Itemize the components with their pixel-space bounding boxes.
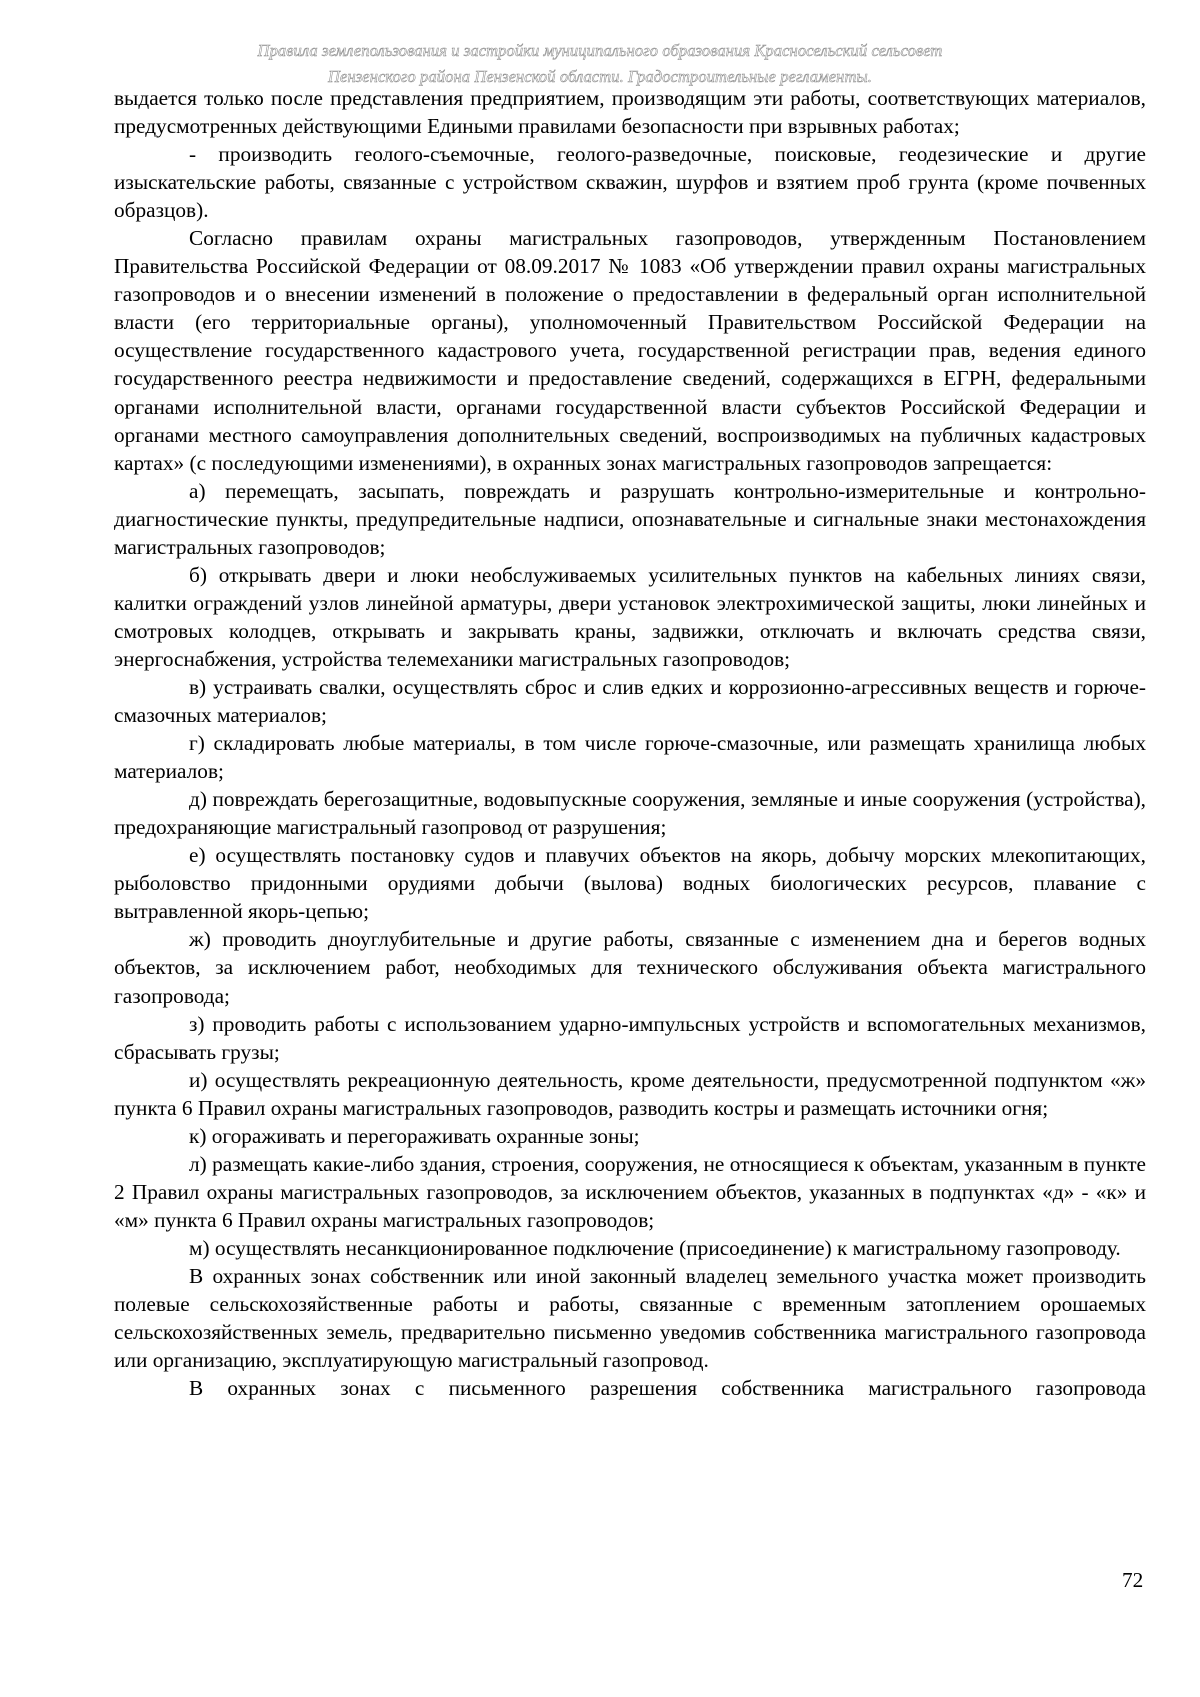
list-item-e: е) осуществлять постановку судов и плавучих объектов на якорь, добычу морских млекопитающих, рыболовство придонными орудиями добычи (вылова) водных биологических ресурсов, плавание с вытравленной якорь-цепью; <box>114 843 1146 924</box>
list-item-k: к) огораживать и перегораживать охранные зоны; <box>189 1123 640 1148</box>
paragraph: Согласно правилам охраны магистральных газопроводов, утвержденным Постановлением Правительства Российской Федерации от 08.09.2017 № 1083 «Об утверждении правил охраны магистральных газопроводов и о внесении изменений в положение о предоставлении в федеральный орган исполнительной власти (его территориальные органы), уполномоченный Правительством Российской Федерации на осуществление государственного кадастрового учета, государственной регистрации прав, ведения единого государственного реестра недвижимости и предоставление сведений, содержащихся в ЕГРН, федеральными органами исполнительной власти, органами государственной власти субъектов Российской Федерации и органами местного самоуправления дополнительных сведений, воспроизводимых на публичных кадастровых картах» (с последующими изменениями), в охранных зонах магистральных газопроводов запрещается: <box>114 226 1146 475</box>
list-item-b: б) открывать двери и люки необслуживаемых усилительных пунктов на кабельных линиях связи, калитки ограждений узлов линейной арматуры, двери установок электрохимической защиты, люки линейных и смотровых колодцев, открывать и закрывать краны, задвижки, отключать и включать средства связи, энергоснабжения, устройства телемеханики магистральных газопроводов; <box>114 562 1146 671</box>
list-item-g: г) складировать любые материалы, в том числе горюче-смазочные, или размещать хранилища любых материалов; <box>114 731 1146 784</box>
list-item-z: з) проводить работы с использованием ударно-импульсных устройств и вспомогательных механизмов, сбрасывать грузы; <box>114 1011 1146 1064</box>
paragraph: выдается только после представления предприятием, производящим эти работы, соответствующих материалов, предусмотренных действующими Едиными правилами безопасности при взрывных работах; <box>114 86 1146 139</box>
list-item-a: а) перемещать, засыпать, повреждать и разрушать контрольно-измерительные и контрольно-диагностические пункты, предупредительные надписи, опознавательные и сигнальные знаки местонахождения магистральных газопроводов; <box>114 478 1146 559</box>
list-item-d: д) повреждать берегозащитные, водовыпускные сооружения, земляные и иные сооружения (устройства), предохраняющие магистральный газопровод от разрушения; <box>114 787 1146 840</box>
document-body <box>114 84 1146 1402</box>
paragraph: - производить геолого-съемочные, геолого-разведочные, поисковые, геодезические и другие изыскательские работы, связанные с устройством скважин, шурфов и взятием проб грунта (кроме почвенных образцов). <box>114 142 1146 223</box>
header-line-1: Правила землепользования и застройки муниципального образования Красносельский сельсовет <box>257 41 943 60</box>
list-item-zh: ж) проводить дноуглубительные и другие работы, связанные с изменением дна и берегов водных объектов, за исключением работ, необходимых для технического обслуживания объекта магистрального газопровода; <box>114 927 1146 1008</box>
header-line-2: Пензенского района Пензенской области. Градостроительные регламенты. <box>328 67 872 86</box>
list-item-v: в) устраивать свалки, осуществлять сброс и слив едких и коррозионно-агрессивных веществ и горюче-смазочных материалов; <box>114 674 1146 728</box>
list-item-l: л) размещать какие-либо здания, строения, сооружения, не относящиеся к объектам, указанным в пункте 2 Правил охраны магистральных газопроводов, за исключением объектов, указанных в подпунктах «д» - «к» и «м» пункта 6 Правил охраны магистральных газопроводов; <box>114 1151 1146 1232</box>
page-header <box>0 38 1200 90</box>
paragraph-continued: В охранных зонах с письменного разрешения собственника магистрального газопровода <box>189 1376 1146 1401</box>
page-number: 72 <box>1122 1568 1144 1592</box>
list-item-i: и) осуществлять рекреационную деятельность, кроме деятельности, предусмотренной подпунктом «ж» пункта 6 Правил охраны магистральных газопроводов, разводить костры и размещать источники огня; <box>114 1067 1146 1120</box>
paragraph: В охранных зонах собственник или иной законный владелец земельного участка может производить полевые сельскохозяйственные работы и работы, связанные с временным затоплением орошаемых сельскохозяйственных земель, предварительно письменно уведомив собственника магистрального газопровода или организацию, эксплуатирующую магистральный газопровод. <box>114 1263 1146 1373</box>
list-item-m: м) осуществлять несанкционированное подключение (присоединение) к магистральному газопроводу. <box>189 1235 1121 1260</box>
